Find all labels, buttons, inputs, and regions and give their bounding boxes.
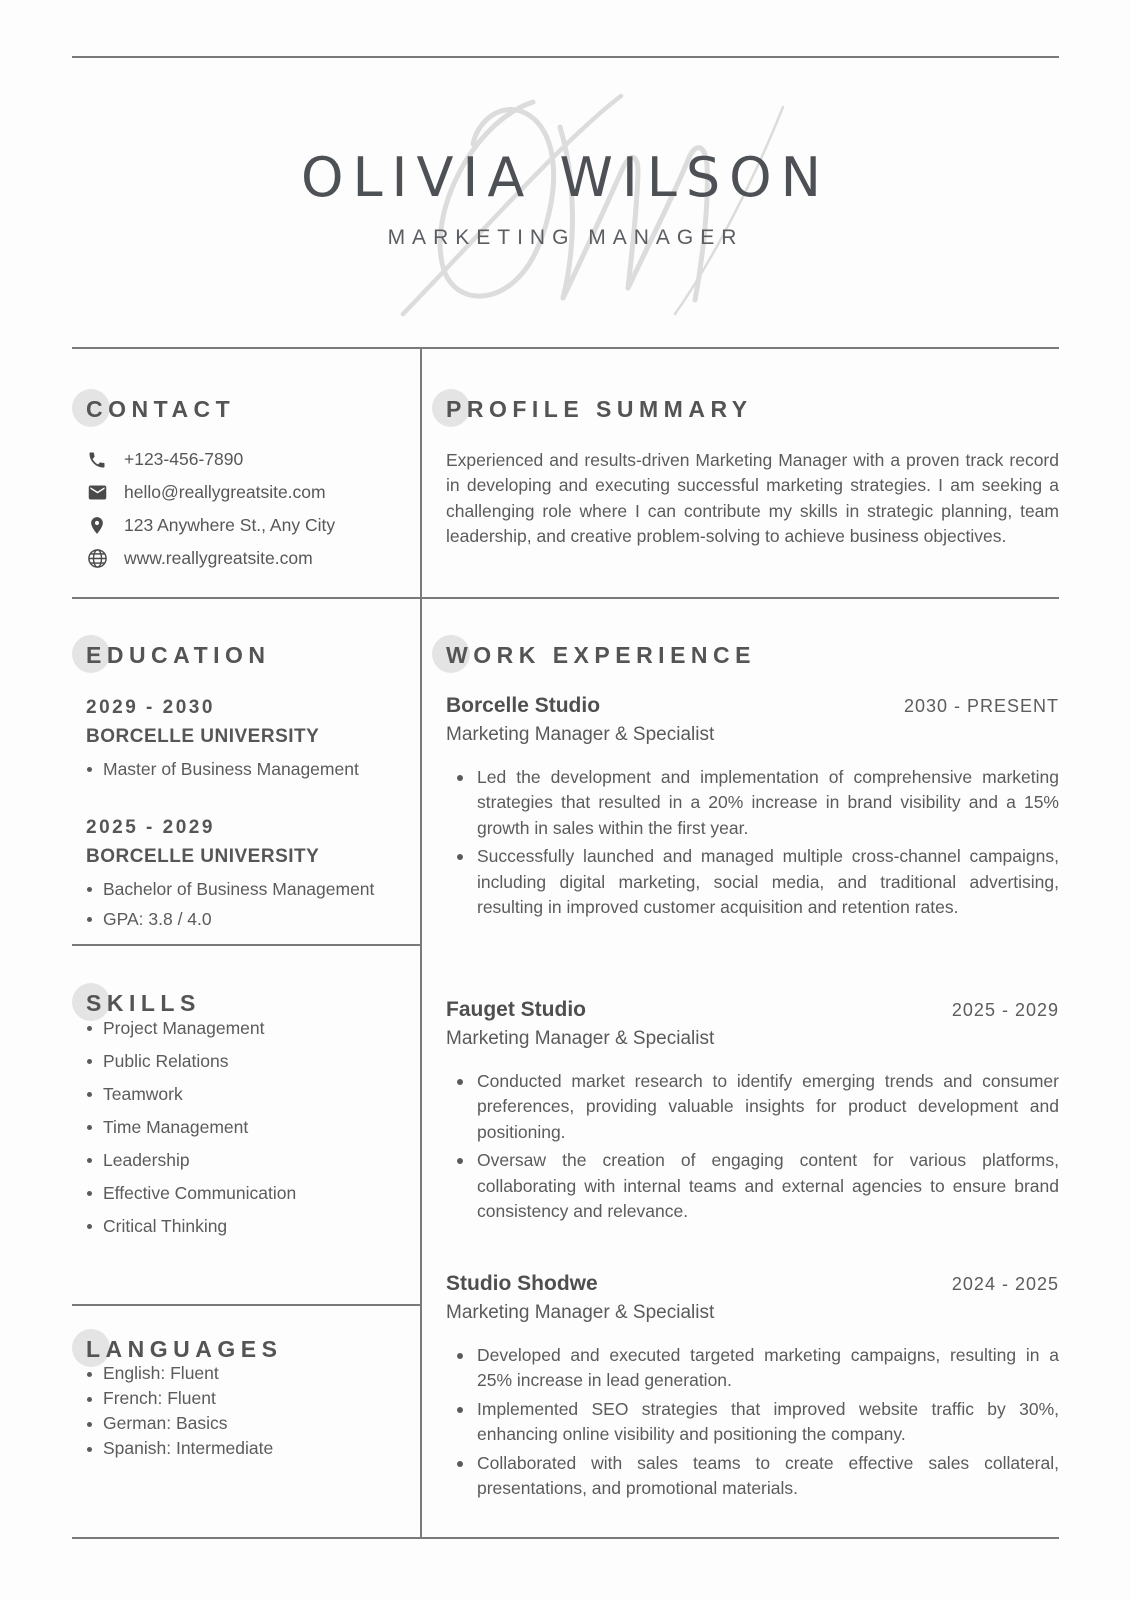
job-dates: 2025 - 2029 bbox=[951, 1000, 1059, 1020]
education-bullets bbox=[86, 759, 416, 780]
skill-item: Critical Thinking bbox=[103, 1216, 416, 1236]
skill-item: Public Relations bbox=[103, 1051, 416, 1071]
contact-row-email bbox=[86, 482, 408, 503]
languages-list bbox=[86, 1364, 416, 1458]
education-bullet: GPA: 3.8 / 4.0 bbox=[103, 909, 416, 930]
language-item: Spanish: Intermediate bbox=[103, 1439, 416, 1458]
job-role: Marketing Manager & Specialist bbox=[446, 1028, 715, 1049]
language-item: English: Fluent bbox=[103, 1364, 416, 1383]
job-entry-shodwe bbox=[446, 1272, 1059, 1504]
job-bullet: Conducted market research to identify emerging trends and consumer preferences, providing valuable insights for product development and positioning. bbox=[477, 1069, 1059, 1145]
skill-item: Teamwork bbox=[103, 1084, 416, 1104]
languages-top-rule bbox=[72, 1304, 421, 1306]
profile-summary-text: Experienced and results-driven Marketing Manager with a proven track record in developing and executing successful marketing strategies. I am seeking a challenging role where I can contribute my skills in strategic planning, team leadership, and creative problem-solving to achieve business objectives. bbox=[446, 450, 1059, 547]
section-contact bbox=[86, 394, 408, 581]
job-header bbox=[446, 694, 1059, 718]
skills-list bbox=[86, 1018, 416, 1236]
education-school: BORCELLE UNIVERSITY bbox=[86, 846, 320, 867]
job-bullet: Implemented SEO strategies that improved website traffic by 30%, enhancing online visibility and positioning the company. bbox=[477, 1397, 1059, 1448]
contact-row-address bbox=[86, 515, 408, 536]
education-dates: 2029 - 2030 bbox=[86, 697, 215, 718]
job-company: Fauget Studio bbox=[446, 998, 586, 1021]
job-bullet: Collaborated with sales teams to create effective sales collateral, presentations, and promotional materials. bbox=[477, 1451, 1059, 1502]
languages-heading: LANGUAGES bbox=[86, 1334, 416, 1364]
education-school: BORCELLE UNIVERSITY bbox=[86, 726, 320, 747]
job-bullets bbox=[446, 1069, 1059, 1224]
job-dates: 2024 - 2025 bbox=[951, 1274, 1059, 1294]
email-icon bbox=[86, 482, 108, 503]
job-role: Marketing Manager & Specialist bbox=[446, 724, 715, 745]
skills-heading: SKILLS bbox=[86, 988, 416, 1018]
contact-website: www.reallygreatsite.com bbox=[124, 548, 313, 568]
contact-list bbox=[86, 449, 408, 569]
contact-row-website bbox=[86, 548, 408, 569]
location-icon bbox=[86, 515, 108, 536]
columns-top-rule bbox=[72, 347, 1059, 349]
section-education bbox=[86, 640, 416, 939]
person-name: OLIVIA WILSON bbox=[300, 146, 831, 209]
job-header bbox=[446, 998, 1059, 1022]
skill-item: Leadership bbox=[103, 1150, 416, 1170]
education-heading: EDUCATION bbox=[86, 640, 416, 670]
section-work-experience bbox=[446, 640, 1059, 670]
column-divider bbox=[420, 347, 422, 1539]
education-bullet: Master of Business Management bbox=[103, 759, 416, 780]
language-item: French: Fluent bbox=[103, 1389, 416, 1408]
education-entry bbox=[86, 697, 416, 780]
bottom-rule bbox=[72, 1537, 1059, 1539]
job-header bbox=[446, 1272, 1059, 1296]
globe-icon bbox=[86, 548, 108, 569]
job-dates: 2030 - PRESENT bbox=[903, 696, 1059, 716]
mid-rule bbox=[72, 597, 1059, 599]
education-bullets bbox=[86, 879, 416, 930]
top-rule bbox=[72, 56, 1059, 58]
skill-item: Project Management bbox=[103, 1018, 416, 1038]
job-bullet: Oversaw the creation of engaging content for various platforms, collaborating with internal teams and external agencies to ensure brand consistency and relevance. bbox=[477, 1148, 1059, 1224]
job-entry-borcelle bbox=[446, 694, 1059, 923]
skill-item: Effective Communication bbox=[103, 1183, 416, 1203]
section-profile-summary bbox=[446, 394, 1059, 550]
job-role: Marketing Manager & Specialist bbox=[446, 1302, 715, 1323]
contact-heading: CONTACT bbox=[86, 394, 408, 424]
job-bullets bbox=[446, 765, 1059, 920]
job-bullet: Led the development and implementation of comprehensive marketing strategies that resulted in a 20% increase in brand visibility and a 15% growth in sales within the first year. bbox=[477, 765, 1059, 841]
person-title: MARKETING MANAGER bbox=[387, 226, 744, 249]
job-entry-fauget bbox=[446, 998, 1059, 1227]
skills-top-rule bbox=[72, 944, 421, 946]
job-bullet: Developed and executed targeted marketing campaigns, resulting in a 25% increase in lead generation. bbox=[477, 1343, 1059, 1394]
section-skills bbox=[86, 988, 416, 1249]
education-entry bbox=[86, 817, 416, 930]
job-company: Borcelle Studio bbox=[446, 694, 601, 717]
education-dates: 2025 - 2029 bbox=[86, 817, 215, 838]
skill-item: Time Management bbox=[103, 1117, 416, 1137]
contact-email: hello@reallygreatsite.com bbox=[124, 482, 326, 502]
work-experience-heading: WORK EXPERIENCE bbox=[446, 640, 1059, 670]
phone-icon bbox=[86, 449, 108, 470]
contact-address: 123 Anywhere St., Any City bbox=[124, 515, 336, 535]
job-company: Studio Shodwe bbox=[446, 1272, 598, 1295]
contact-row-phone bbox=[86, 449, 408, 470]
profile-summary-heading: PROFILE SUMMARY bbox=[446, 394, 1059, 424]
job-bullet: Successfully launched and managed multiple cross-channel campaigns, including digital marketing, social media, and traditional advertising, resulting in improved customer acquisition and retention rates. bbox=[477, 844, 1059, 920]
job-bullets bbox=[446, 1343, 1059, 1501]
language-item: German: Basics bbox=[103, 1414, 416, 1433]
contact-phone: +123-456-7890 bbox=[124, 449, 244, 469]
education-bullet: Bachelor of Business Management bbox=[103, 879, 416, 900]
section-languages bbox=[86, 1334, 416, 1464]
